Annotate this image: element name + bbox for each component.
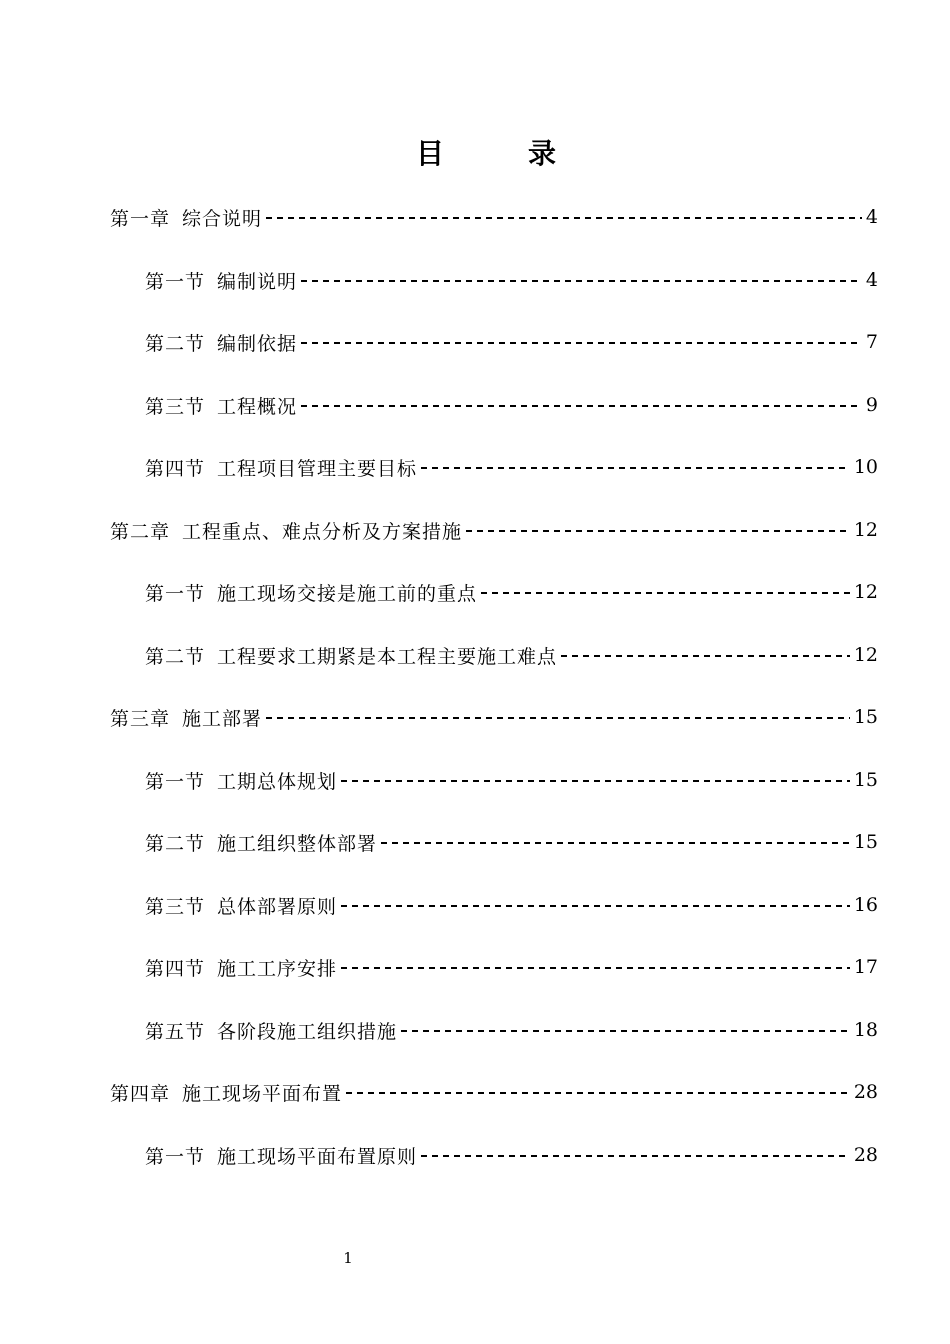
toc-dot-leader bbox=[346, 1092, 850, 1094]
toc-chapter-entry[interactable] bbox=[110, 702, 878, 732]
toc-entry-text: 工程概况 bbox=[217, 395, 298, 418]
toc-dot-leader bbox=[341, 905, 850, 907]
toc-entry-page: 17 bbox=[853, 956, 878, 978]
toc-entry-page: 4 bbox=[865, 269, 878, 291]
toc-entry-label: 第三节 bbox=[145, 395, 206, 418]
toc-entry-title bbox=[145, 329, 297, 356]
toc-entry-page: 12 bbox=[853, 644, 878, 666]
toc-chapter-entry[interactable] bbox=[110, 515, 878, 545]
toc-entry-text: 工期总体规划 bbox=[217, 770, 338, 793]
toc-entry-page: 15 bbox=[853, 769, 878, 791]
toc-entry-title bbox=[145, 642, 557, 669]
toc-section-entry[interactable] bbox=[145, 265, 878, 295]
toc-entry-title bbox=[145, 767, 337, 794]
toc-section-entry[interactable] bbox=[145, 1140, 878, 1170]
toc-section-entry[interactable] bbox=[145, 390, 878, 420]
toc-entry-page: 28 bbox=[853, 1081, 878, 1103]
toc-entry-title bbox=[145, 267, 297, 294]
toc-dot-leader bbox=[466, 530, 850, 532]
toc-entry-label: 第二节 bbox=[145, 832, 206, 855]
toc-dot-leader bbox=[421, 1155, 850, 1157]
toc-entry-text: 施工工序安排 bbox=[217, 957, 338, 980]
toc-entry-page: 9 bbox=[865, 394, 878, 416]
toc-entry-text: 施工部署 bbox=[182, 707, 263, 730]
toc-dot-leader bbox=[266, 217, 862, 219]
toc-entry-page: 12 bbox=[853, 581, 878, 603]
toc-section-entry[interactable] bbox=[145, 327, 878, 357]
toc-entry-label: 第一节 bbox=[145, 770, 206, 793]
toc-dot-leader bbox=[381, 842, 850, 844]
toc-section-entry[interactable] bbox=[145, 452, 878, 482]
toc-entry-page: 15 bbox=[853, 706, 878, 728]
toc-entry-label: 第三章 bbox=[110, 707, 171, 730]
toc-section-entry[interactable] bbox=[145, 765, 878, 795]
toc-entry-page: 28 bbox=[853, 1144, 878, 1166]
toc-entry-title bbox=[145, 954, 337, 981]
toc-dot-leader bbox=[401, 1030, 850, 1032]
toc-entry-text: 各阶段施工组织措施 bbox=[217, 1020, 398, 1043]
toc-section-entry[interactable] bbox=[145, 577, 878, 607]
toc-entry-label: 第一节 bbox=[145, 1145, 206, 1168]
toc-entry-label: 第五节 bbox=[145, 1020, 206, 1043]
toc-entry-page: 15 bbox=[853, 831, 878, 853]
toc-section-entry[interactable] bbox=[145, 952, 878, 982]
toc-entry-text: 工程项目管理主要目标 bbox=[217, 457, 418, 480]
toc-entry-label: 第一章 bbox=[110, 207, 171, 230]
toc-entry-label: 第三节 bbox=[145, 895, 206, 918]
toc-entry-label: 第四章 bbox=[110, 1082, 171, 1105]
page-number: 1 bbox=[343, 1249, 353, 1267]
toc-entry-page: 16 bbox=[853, 894, 878, 916]
toc-entry-text: 综合说明 bbox=[182, 207, 263, 230]
toc-entry-label: 第一节 bbox=[145, 582, 206, 605]
toc-entry-text: 编制说明 bbox=[217, 270, 298, 293]
toc-entry-page: 7 bbox=[865, 331, 878, 353]
toc-entry-page: 4 bbox=[865, 206, 878, 228]
toc-entry-text: 工程重点、难点分析及方案措施 bbox=[182, 520, 463, 543]
toc-dot-leader bbox=[301, 280, 862, 282]
toc-entry-label: 第二节 bbox=[145, 645, 206, 668]
toc-entry-text: 编制依据 bbox=[217, 332, 298, 355]
toc-entry-label: 第二章 bbox=[110, 520, 171, 543]
toc-entry-title bbox=[110, 1079, 342, 1106]
toc-dot-leader bbox=[266, 717, 850, 719]
toc-entry-title bbox=[145, 579, 477, 606]
toc-entry-page: 12 bbox=[853, 519, 878, 541]
toc-entry-text: 工程要求工期紧是本工程主要施工难点 bbox=[217, 645, 558, 668]
toc-dot-leader bbox=[421, 467, 850, 469]
toc-section-entry[interactable] bbox=[145, 640, 878, 670]
toc-entry-title bbox=[110, 704, 262, 731]
toc-entry-label: 第一节 bbox=[145, 270, 206, 293]
toc-entry-title bbox=[145, 1142, 417, 1169]
toc-dot-leader bbox=[341, 967, 850, 969]
toc-dot-leader bbox=[301, 405, 862, 407]
toc-entry-label: 第四节 bbox=[145, 957, 206, 980]
toc-dot-leader bbox=[301, 342, 862, 344]
toc-entry-title bbox=[145, 392, 297, 419]
toc-dot-leader bbox=[561, 655, 850, 657]
toc-section-entry[interactable] bbox=[145, 890, 878, 920]
toc-entry-page: 18 bbox=[853, 1019, 878, 1041]
toc-entry-title bbox=[145, 454, 417, 481]
toc-entry-text: 总体部署原则 bbox=[217, 895, 338, 918]
toc-chapter-entry[interactable] bbox=[110, 202, 878, 232]
toc-entry-text: 施工现场平面布置原则 bbox=[217, 1145, 418, 1168]
toc-entry-text: 施工现场交接是施工前的重点 bbox=[217, 582, 478, 605]
toc-dot-leader bbox=[481, 592, 850, 594]
toc-entry-label: 第四节 bbox=[145, 457, 206, 480]
toc-entry-title bbox=[145, 1017, 397, 1044]
toc-title: 目 录 bbox=[415, 137, 584, 170]
toc-dot-leader bbox=[341, 780, 850, 782]
toc-entry-page: 10 bbox=[853, 456, 878, 478]
toc-section-entry[interactable] bbox=[145, 1015, 878, 1045]
toc-entry-label: 第二节 bbox=[145, 332, 206, 355]
toc-entry-text: 施工组织整体部署 bbox=[217, 832, 378, 855]
toc-entry-text: 施工现场平面布置 bbox=[182, 1082, 343, 1105]
toc-chapter-entry[interactable] bbox=[110, 1077, 878, 1107]
toc-entry-title bbox=[110, 517, 462, 544]
toc-entry-title bbox=[145, 892, 337, 919]
toc-entry-title bbox=[145, 829, 377, 856]
toc-entry-title bbox=[110, 204, 262, 231]
toc-section-entry[interactable] bbox=[145, 827, 878, 857]
